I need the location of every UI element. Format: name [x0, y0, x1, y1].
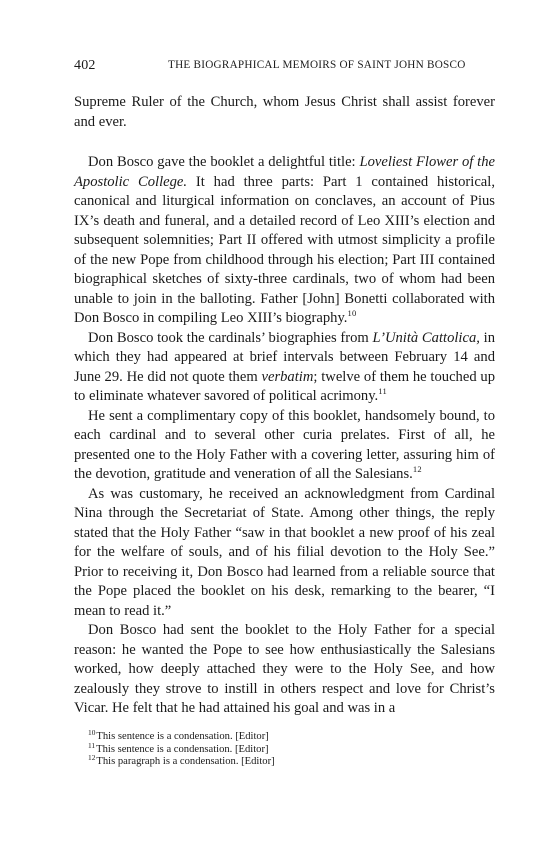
text-run: It had three parts: Part 1 contained historical, canonical and liturgical information on conclaves, an account of Pius IX’s death and funeral, and a detailed record of Leo XIII’s election and subsequent solemnities; Part II offered with utmost simplicity a profile of the new Pope from childhood through his election; Part III contained biographical sketches of sixty-three cardinals, two of whom had been unable to join in the balloting. Father [John] Bonetti collaborated with Don Bosco in compiling Leo XIII’s biography.	[74, 173, 495, 326]
text-run: in which they had appeared at brief intervals between February 14 and June 29. He did not quote them	[74, 329, 496, 385]
page-header	[74, 58, 495, 78]
text-run: Don Bosco took the cardinals’ biographies from	[88, 329, 373, 346]
text-run: Don Bosco gave the booklet a delightful title:	[88, 154, 360, 170]
text-run: ; twelve of them he touched up to eliminate whatever savored of political acrimony.	[74, 368, 496, 404]
footnote-10	[88, 728, 488, 744]
paragraph-cardinals-biographies	[74, 329, 495, 407]
footnote-mark: 10	[88, 728, 96, 737]
footnote-text: This sentence is a condensation. [Editor]	[96, 731, 269, 742]
footnote-mark: 12	[88, 753, 96, 763]
paragraph-booklet-title	[74, 153, 495, 329]
page-number: 402	[74, 58, 96, 73]
running-title: THE BIOGRAPHICAL MEMOIRS OF SAINT JOHN BOSCO	[168, 59, 466, 71]
paragraph-acknowledgment: As was customary, he received an acknowledgment from Cardinal Nina through the Secretariat of State. Among other things, the reply stated that the Holy Father “saw in that booklet a new proof of his zeal for the welfare of souls, and of his filial devotion to the Holy See.” Prior to receiving it, Don Bosco had learned from a reliable source that the Pope placed the booklet on his desk, remarking to the bearer, “I mean to read it.”	[74, 485, 495, 619]
footnote-ref-11: 11	[378, 386, 387, 396]
source-title: L’Unità Cattolica,	[372, 329, 480, 346]
verbatim-term: verbatim	[261, 368, 314, 385]
footnote-text: This paragraph is a condensation. [Editor]	[96, 756, 275, 768]
body-text	[74, 93, 495, 719]
footnote-ref-12: 12	[412, 464, 422, 474]
footnote-11	[88, 740, 488, 757]
text-run: He sent a complimentary copy of this booklet, handsomely bound, to each cardinal and to several other curia prelates. First of all, he presented one to the Holy Father with a covering letter, assuring him of the devotion, gratitude and veneration of all the Salesians.	[74, 407, 495, 482]
paragraph-continuation: Supreme Ruler of the Church, whom Jesus Christ shall assist forever and ever.	[74, 94, 495, 130]
footnote-ref-10: 10	[347, 308, 357, 318]
footnote-text: This sentence is a condensation. [Editor]	[96, 743, 269, 755]
paragraph-complimentary-copy	[74, 407, 495, 485]
booklet-title: Loveliest Flower of the Apostolic College.	[74, 154, 495, 190]
paragraph-special-reason: Don Bosco had sent the booklet to the Holy Father for a special reason: he wanted the Pope to see how enthusiastically the Salesians worked, how deeply attached they were to the Holy See, and how zealously they strove to instill in others respect and love for Christ’s Vicar. He felt that he had attained his goal and was in a	[74, 622, 495, 716]
footnotes	[88, 728, 488, 769]
footnote-mark: 11	[88, 740, 96, 750]
footnote-12	[88, 753, 488, 769]
